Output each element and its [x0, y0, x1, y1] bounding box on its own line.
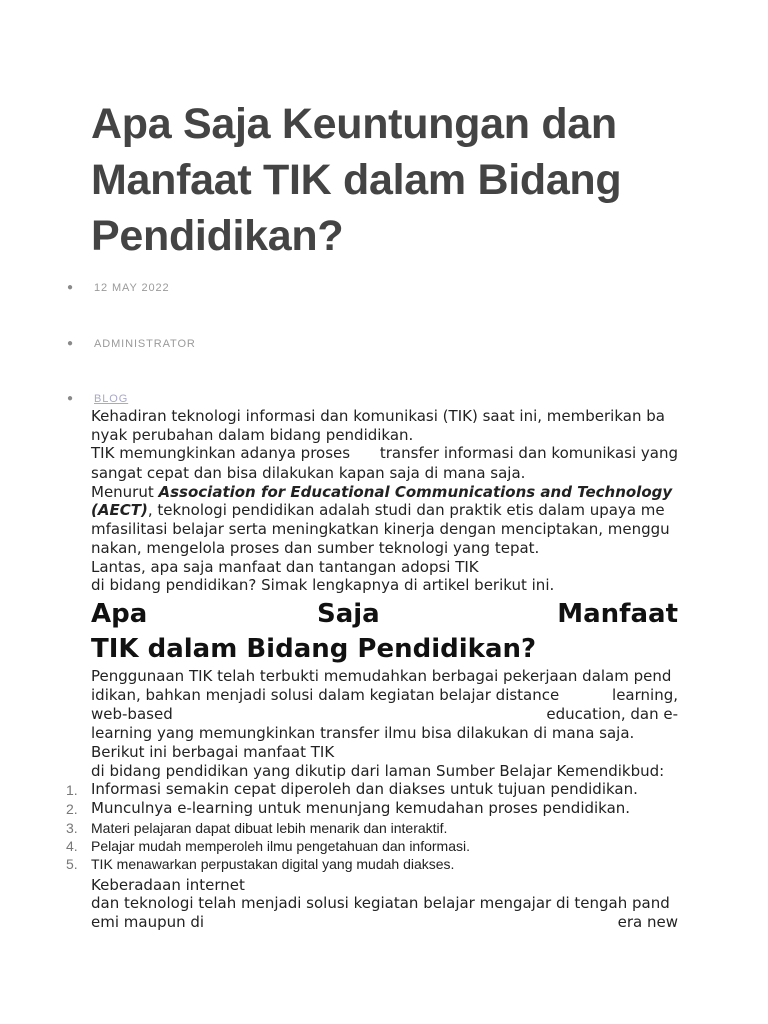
list-number: 4. — [66, 838, 78, 854]
closing-paragraph-line: Keberadaan internet — [91, 876, 245, 894]
closing-paragraph-line — [91, 913, 678, 932]
intro-paragraph-line: Kehadiran teknologi informasi dan komunikasi (TIK) saat ini, memberikan ba — [91, 407, 665, 425]
body-text-left: idikan, bahkan menjadi solusi dalam kegiatan belajar distance — [91, 686, 560, 704]
bullet-icon: ● — [67, 338, 74, 349]
category-link[interactable] — [70, 393, 128, 405]
list-item: Munculnya e-learning untuk menunjang kemudahan proses pendidikan. — [91, 799, 631, 817]
list-item: Informasi semakin cepat diperoleh dan diakses untuk tujuan pendidikan. — [91, 780, 638, 798]
post-author[interactable]: ADMINISTRATOR — [94, 338, 196, 350]
section-heading-word: Manfaat — [557, 599, 678, 629]
article-title-line: Manfaat TIK dalam Bidang — [91, 156, 622, 204]
intro-paragraph-line — [91, 501, 665, 520]
section-heading-word: Apa — [91, 599, 148, 629]
article-title-line: Pendidikan? — [91, 212, 344, 260]
article-title-line: Apa Saja Keuntungan dan — [91, 100, 617, 148]
article-title — [91, 96, 731, 264]
intro-text-left: TIK memungkinkan adanya proses — [91, 444, 351, 462]
list-number: 5. — [66, 856, 78, 872]
list-item: TIK menawarkan perpustakan digital yang mudah diakses. — [91, 856, 455, 872]
closing-text-right: era new — [617, 913, 678, 931]
body-paragraph-line: learning yang memungkinkan transfer ilmu bisa dilakukan di mana saja. — [91, 724, 635, 742]
list-item: Pelajar mudah memperoleh ilmu pengetahuan dan informasi. — [91, 838, 470, 854]
body-text-right: education, dan e- — [546, 705, 678, 723]
intro-paragraph-line: di bidang pendidikan? Simak lengkapnya di artikel berikut ini. — [91, 576, 555, 594]
intro-paragraph-line — [91, 444, 678, 463]
bullet-icon: ● — [67, 393, 74, 404]
list-number: 2. — [66, 801, 78, 817]
closing-text-left: emi maupun di — [91, 913, 205, 931]
closing-paragraph-line: dan teknologi telah menjadi solusi kegiatan belajar mengajar di tengah pand — [91, 894, 670, 912]
body-paragraph-line: Berikut ini berbagai manfaat TIK — [91, 743, 335, 761]
intro-paragraph-line: sangat cepat dan bisa dilakukan kapan saja di mana saja. — [91, 464, 526, 482]
bullet-icon: ● — [67, 282, 74, 293]
list-number: 3. — [66, 820, 78, 836]
intro-paragraph-line: nakan, mengelola proses dan sumber teknologi yang tepat. — [91, 539, 540, 557]
intro-paragraph-line: nyak perubahan dalam bidang pendidikan. — [91, 426, 414, 444]
intro-paragraph-line: Lantas, apa saja manfaat dan tantangan adopsi TIK — [91, 558, 479, 576]
section-heading-word: Saja — [317, 599, 380, 629]
body-paragraph-line: Penggunaan TIK telah terbukti memudahkan berbagai pekerjaan dalam pend — [91, 667, 672, 685]
section-heading-line: TIK dalam Bidang Pendidikan? — [91, 634, 537, 664]
intro-text-right: transfer informasi dan komunikasi yang — [379, 444, 678, 462]
section-heading — [91, 597, 678, 631]
intro-text: Menurut — [91, 483, 159, 501]
body-paragraph-line: di bidang pendidikan yang dikutip dari laman Sumber Belajar Kemendikbud: — [91, 762, 665, 780]
body-text-right: learning, — [612, 686, 678, 704]
organization-name: Association for Educational Communications and Technology — [158, 483, 673, 501]
intro-paragraph-line: mfasilitasi belajar serta meningkatkan kinerja dengan menciptakan, menggu — [91, 520, 670, 538]
body-paragraph-line — [91, 705, 678, 724]
intro-text: , teknologi pendidikan adalah studi dan praktik etis dalam upaya me — [147, 501, 665, 519]
post-date: 12 MAY 2022 — [94, 282, 170, 294]
body-paragraph-line — [91, 686, 678, 705]
intro-paragraph-line — [91, 483, 672, 502]
list-item: Materi pelajaran dapat dibuat lebih menarik dan interaktif. — [91, 820, 448, 836]
body-text-left: web-based — [91, 705, 173, 723]
category-label[interactable]: BLOG — [94, 393, 129, 405]
organization-acronym: (AECT) — [91, 501, 148, 519]
list-number: 1. — [66, 782, 78, 798]
